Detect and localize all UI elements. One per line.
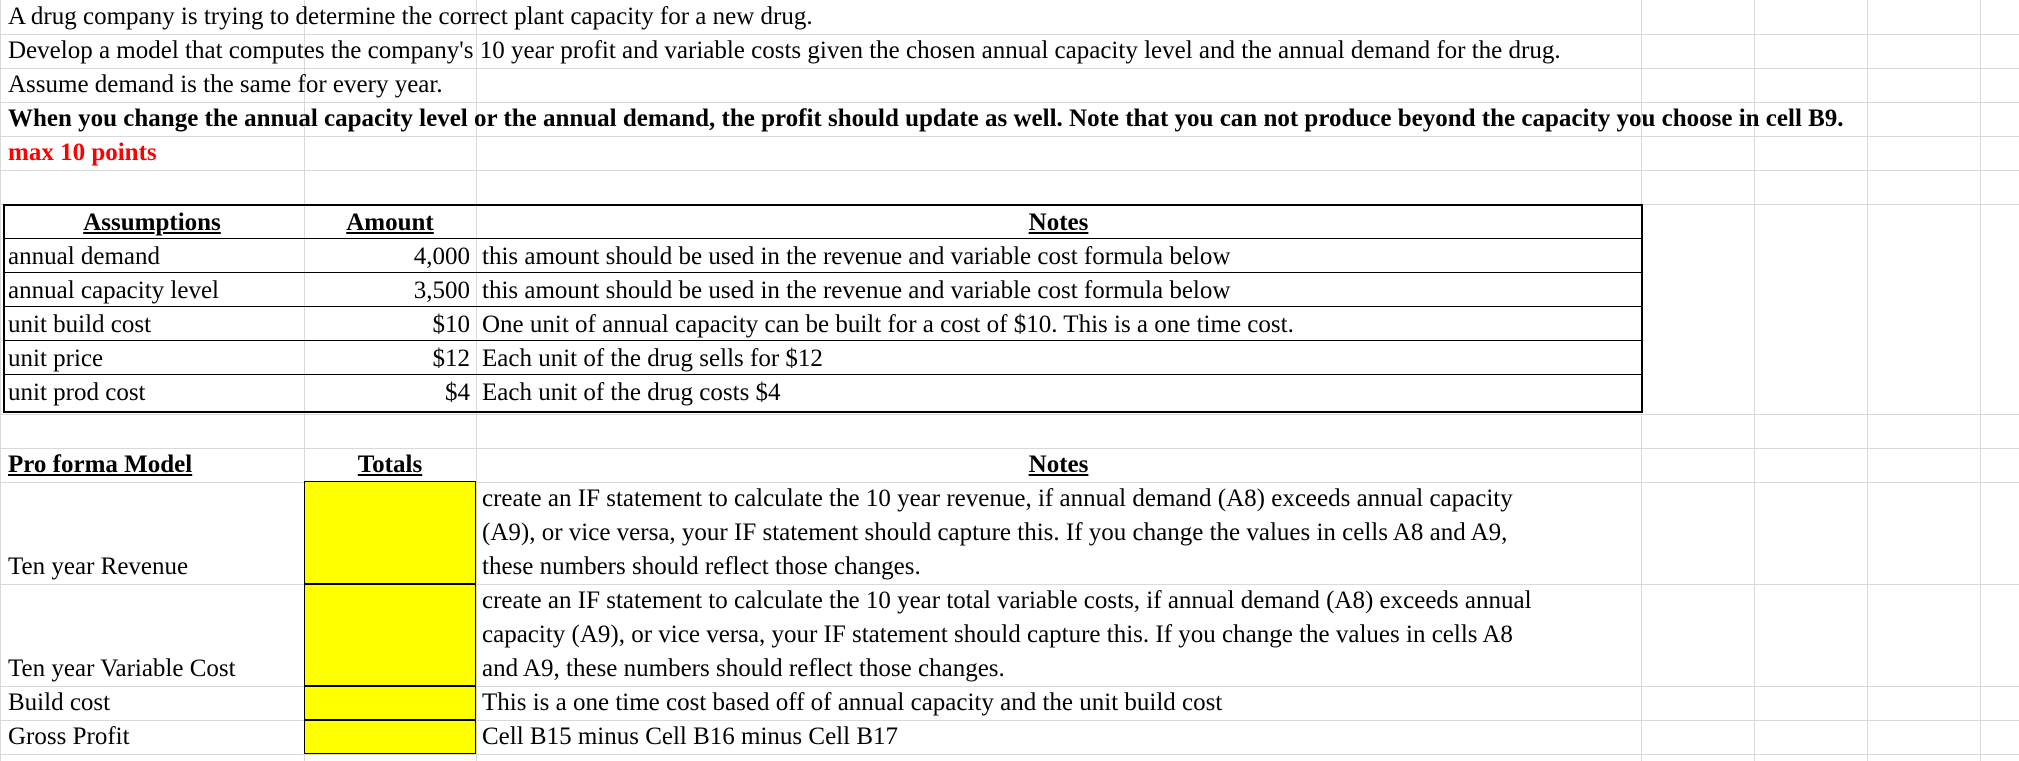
amount-header: Amount (346, 209, 434, 236)
proforma-note-variable-cost-line-2: capacity (A9), or vice versa, your IF statement should capture this. If you change the values in cells A8 (482, 621, 1513, 648)
total-cell-ten-year-variable-cost[interactable] (304, 584, 476, 686)
assumptions-header: Assumptions (83, 209, 221, 236)
assumption-note-unit-build-cost: One unit of annual capacity can be built for a cost of $10. This is a one time cost. (482, 311, 1294, 338)
proforma-note-variable-cost-line-3: and A9, these numbers should reflect those changes. (482, 655, 1005, 682)
max-points-label: max 10 points (8, 139, 157, 166)
assumption-value-unit-build-cost[interactable]: $10 (432, 311, 470, 338)
assumption-note-annual-demand: this amount should be used in the revenue and variable cost formula below (482, 243, 1231, 270)
assumption-value-annual-capacity[interactable]: 3,500 (413, 277, 470, 304)
proforma-label-build-cost: Build cost (8, 689, 111, 716)
proforma-label-ten-year-variable-cost: Ten year Variable Cost (8, 655, 236, 682)
intro-line-2: Develop a model that computes the company's 10 year profit and variable costs given the chosen annual capacity level and the annual demand for the drug. (8, 37, 1561, 64)
assumption-note-unit-price: Each unit of the drug sells for $12 (482, 345, 823, 372)
proforma-label-gross-profit: Gross Profit (8, 723, 130, 750)
intro-line-4: When you change the annual capacity level or the annual demand, the profit should update as well. Note that you can not produce beyond the capacity you choose in cell B9. (8, 105, 1844, 132)
assumption-label-annual-capacity: annual capacity level (8, 277, 219, 304)
total-cell-ten-year-revenue[interactable] (304, 481, 476, 584)
proforma-note-gross-profit: Cell B15 minus Cell B16 minus Cell B17 (482, 723, 899, 750)
assumption-value-annual-demand[interactable]: 4,000 (413, 243, 470, 270)
proforma-notes-header: Notes (1028, 451, 1089, 478)
total-cell-build-cost[interactable] (304, 686, 476, 720)
proforma-note-revenue-line-3: these numbers should reflect those changes. (482, 553, 921, 580)
assumption-value-unit-price[interactable]: $12 (432, 345, 470, 372)
totals-header: Totals (357, 451, 423, 478)
proforma-note-variable-cost-line-1: create an IF statement to calculate the 10 year total variable costs, if annual demand (A8) exceeds annual (482, 587, 1532, 614)
assumption-value-unit-prod-cost[interactable]: $4 (445, 379, 470, 406)
assumption-label-annual-demand: annual demand (8, 243, 161, 270)
proforma-note-build-cost: This is a one time cost based off of annual capacity and the unit build cost (482, 689, 1223, 716)
total-cell-gross-profit[interactable] (304, 720, 476, 754)
assumptions-notes-header: Notes (1028, 209, 1089, 236)
assumption-label-unit-prod-cost: unit prod cost (8, 379, 146, 406)
assumption-label-unit-build-cost: unit build cost (8, 311, 152, 338)
intro-line-3: Assume demand is the same for every year. (8, 71, 443, 98)
proforma-header: Pro forma Model (8, 451, 193, 478)
proforma-note-revenue-line-2: (A9), or vice versa, your IF statement should capture this. If you change the values in cells A8 and A9, (482, 519, 1508, 546)
intro-line-1: A drug company is trying to determine the correct plant capacity for a new drug. (8, 3, 813, 30)
assumption-note-annual-capacity: this amount should be used in the revenue and variable cost formula below (482, 277, 1231, 304)
proforma-label-ten-year-revenue: Ten year Revenue (8, 553, 189, 580)
assumption-note-unit-prod-cost: Each unit of the drug costs $4 (482, 379, 781, 406)
assumption-label-unit-price: unit price (8, 345, 104, 372)
proforma-note-revenue-line-1: create an IF statement to calculate the 10 year revenue, if annual demand (A8) exceeds annual capacity (482, 485, 1513, 512)
